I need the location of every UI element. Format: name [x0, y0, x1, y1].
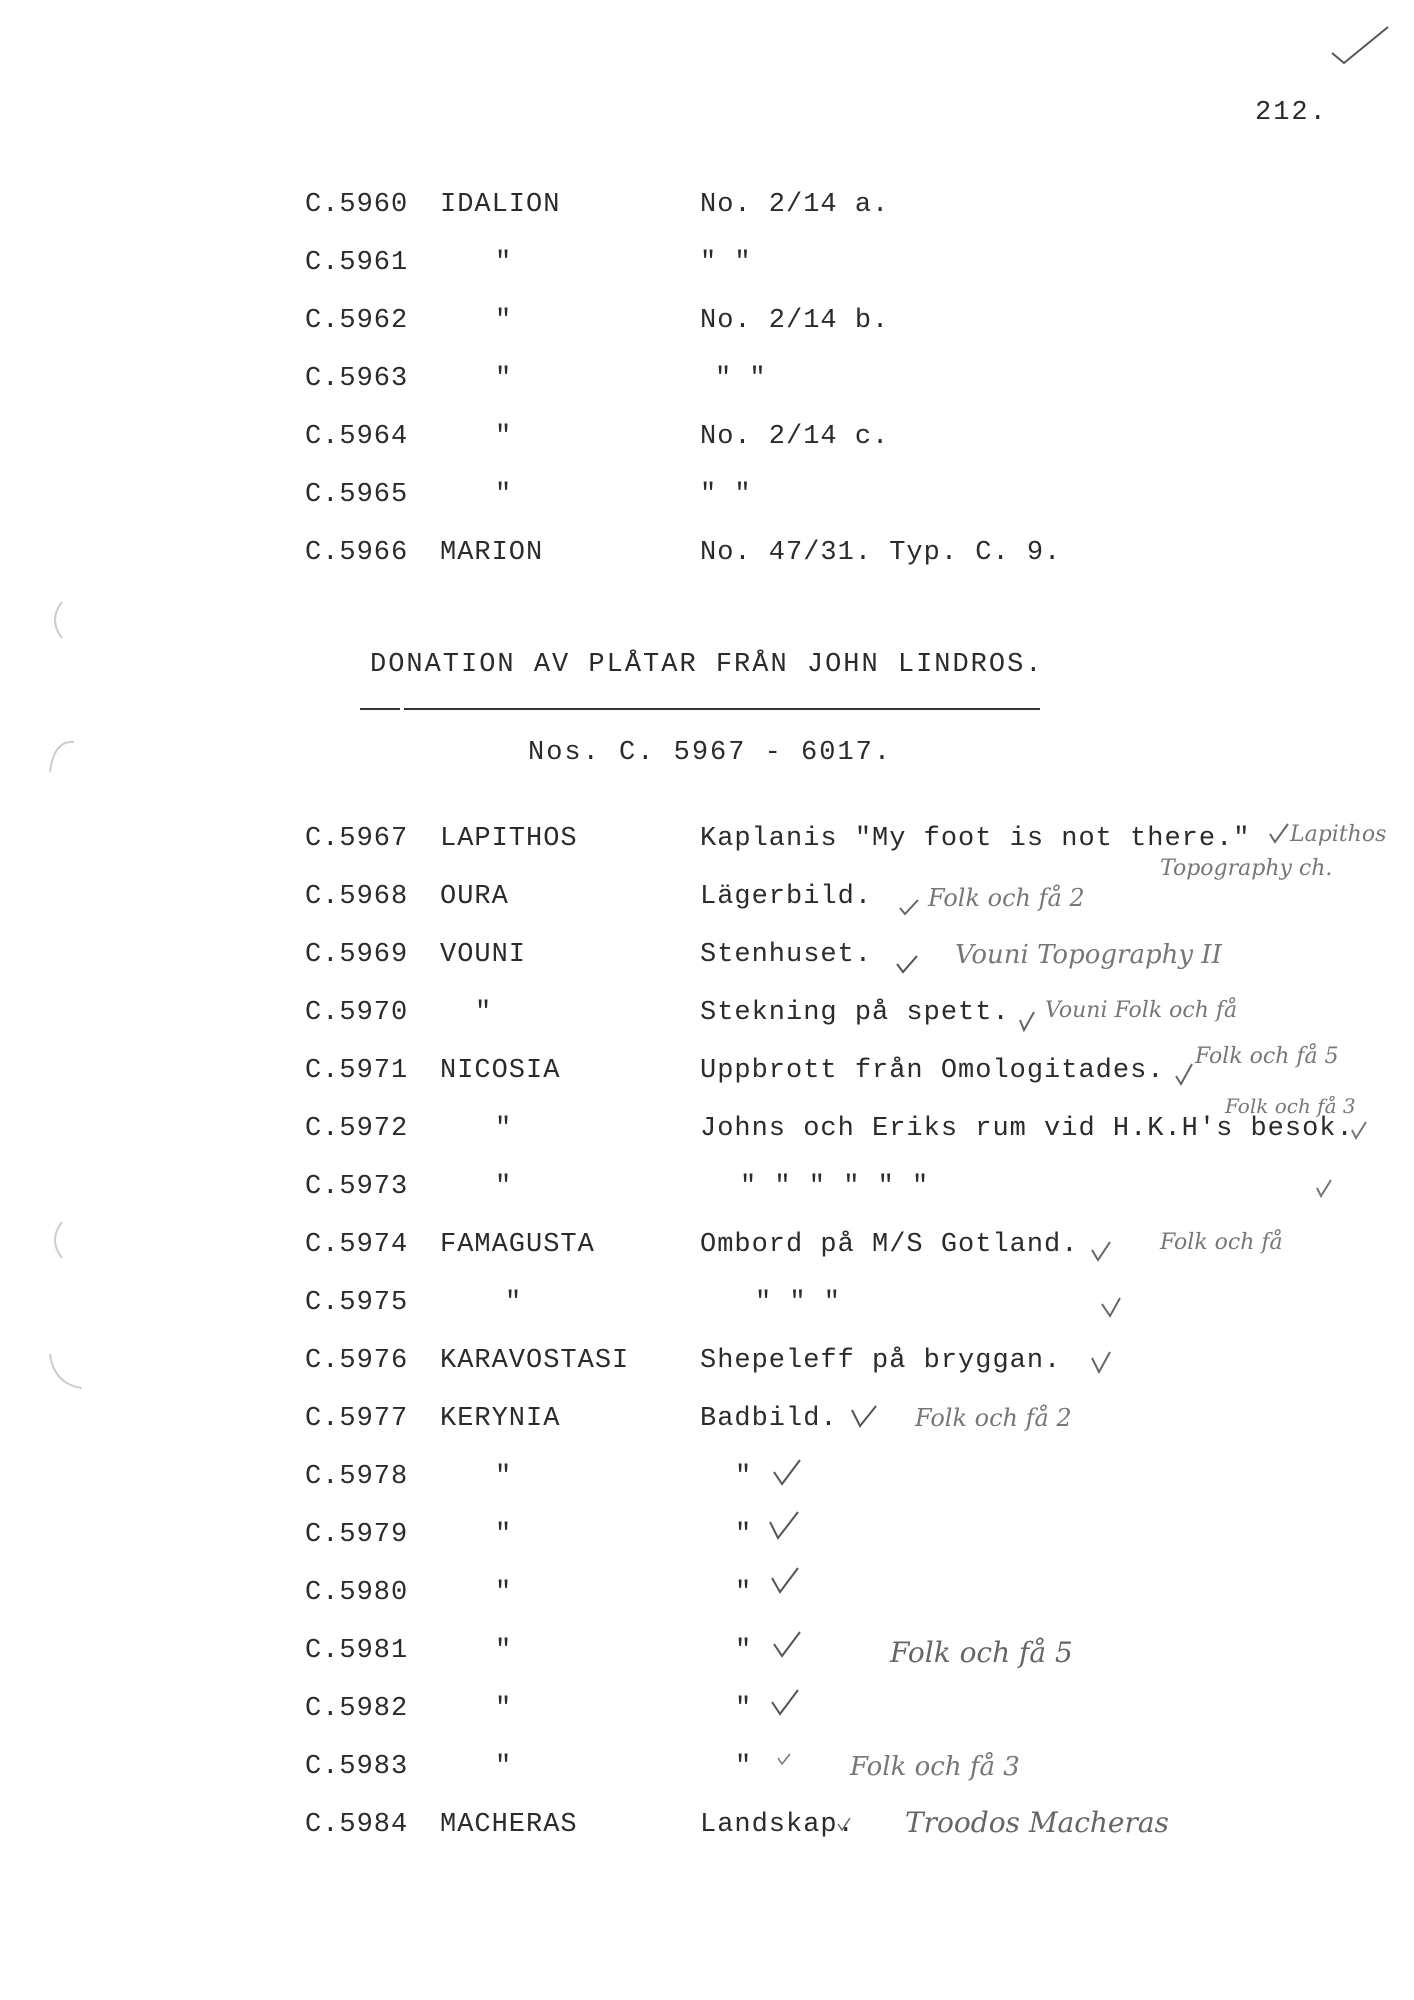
entry-description: " " [700, 248, 752, 278]
entry-description: Stenhuset. [700, 940, 873, 970]
handwritten-note: Folk och få 2 [915, 1404, 1072, 1432]
entry-place: MACHERAS [440, 1810, 578, 1840]
entry-place: " [495, 1578, 513, 1608]
handwritten-note: Lapithos [1290, 822, 1387, 847]
entry-description: No. 2/14 a. [700, 190, 890, 220]
checkmark-icon [770, 1566, 800, 1594]
entry-number: C.5968 [305, 882, 409, 912]
entry-number: C.5971 [305, 1056, 409, 1086]
entry-number: C.5984 [305, 1810, 409, 1840]
entry-description: Kaplanis "My foot is not there." [700, 824, 1251, 854]
entry-place: " [495, 1636, 513, 1666]
entry-description: " [735, 1520, 753, 1550]
entry-description: Stekning på spett. [700, 998, 1010, 1028]
entry-place: " [495, 248, 513, 278]
number-range: Nos. C. 5967 - 6017. [528, 738, 893, 768]
entry-number: C.5964 [305, 422, 409, 452]
entry-number: C.5962 [305, 306, 409, 336]
entry-place: " [495, 364, 513, 394]
entry-number: C.5982 [305, 1694, 409, 1724]
entry-number: C.5969 [305, 940, 409, 970]
handwritten-note: Folk och få 3 [1225, 1094, 1356, 1118]
handwritten-note: Folk och få 5 [1195, 1044, 1339, 1069]
checkmark-icon [1090, 1240, 1112, 1262]
checkmark-icon [1315, 1178, 1333, 1198]
entry-description: " " " " " " [740, 1172, 930, 1202]
checkmark-icon [768, 1510, 800, 1540]
entry-place: " [505, 1288, 523, 1318]
checkmark-icon [1350, 1120, 1368, 1140]
entry-number: C.5978 [305, 1462, 409, 1492]
entry-description: Badbild. [700, 1404, 838, 1434]
handwritten-note: Folk och få 5 [890, 1636, 1073, 1669]
entry-place: IDALION [440, 190, 561, 220]
checkmark-icon [1330, 25, 1390, 65]
entry-number: C.5980 [305, 1578, 409, 1608]
entry-number: C.5979 [305, 1520, 409, 1550]
entry-place: " [495, 306, 513, 336]
checkmark-icon [772, 1458, 802, 1486]
entry-description: " [735, 1752, 753, 1782]
entry-number: C.5973 [305, 1172, 409, 1202]
entry-place: KERYNIA [440, 1404, 561, 1434]
entry-description: No. 47/31. Typ. C. 9. [700, 538, 1062, 568]
entry-number: C.5963 [305, 364, 409, 394]
entry-place: MARION [440, 538, 544, 568]
checkmark-icon [850, 1404, 878, 1428]
entry-place: " [495, 1172, 513, 1202]
entry-place: OURA [440, 882, 509, 912]
entry-place: " [495, 480, 513, 510]
checkmark-icon [770, 1688, 800, 1716]
entry-description: " [735, 1578, 753, 1608]
checkmark-icon [1174, 1062, 1194, 1086]
punch-hole-shadow [44, 736, 84, 776]
checkmark-icon [836, 1816, 852, 1832]
punch-hole-shadow [44, 1350, 84, 1390]
entry-place: FAMAGUSTA [440, 1230, 595, 1260]
entry-description: No. 2/14 b. [700, 306, 890, 336]
handwritten-note: Vouni Folk och få [1045, 998, 1238, 1023]
checkmark-icon [1100, 1296, 1122, 1318]
section-heading: DONATION AV PLÅTAR FRÅN JOHN LINDROS. [370, 650, 1044, 680]
entry-number: C.5983 [305, 1752, 409, 1782]
entry-place: " [495, 1752, 513, 1782]
handwritten-note: Folk och få [1160, 1230, 1283, 1255]
entry-description: " [735, 1694, 753, 1724]
entry-number: C.5975 [305, 1288, 409, 1318]
entry-place: VOUNI [440, 940, 527, 970]
page-number: 212. [1255, 98, 1328, 128]
entry-number: C.5974 [305, 1230, 409, 1260]
entry-description: Johns och Eriks rum vid H.K.H's besok. [700, 1114, 1354, 1144]
entry-description: " [735, 1636, 753, 1666]
checkmark-icon [898, 896, 920, 916]
entry-place: KARAVOSTASI [440, 1346, 630, 1376]
entry-description: No. 2/14 c. [700, 422, 890, 452]
entry-place: " [495, 1520, 513, 1550]
entry-place: " [495, 1114, 513, 1144]
entry-description: Landskap. [700, 1810, 855, 1840]
entry-description: " " [715, 364, 767, 394]
checkmark-icon [772, 1630, 802, 1658]
handwritten-note: Folk och få 2 [928, 884, 1085, 912]
entry-description: " " [700, 480, 752, 510]
entry-number: C.5976 [305, 1346, 409, 1376]
entry-place: LAPITHOS [440, 824, 578, 854]
entry-place: " [495, 1462, 513, 1492]
entry-description: " " " [755, 1288, 842, 1318]
checkmark-icon [895, 952, 919, 974]
checkmark-icon [776, 1752, 792, 1766]
entry-number: C.5961 [305, 248, 409, 278]
heading-underline [360, 706, 1040, 712]
handwritten-note: Vouni Topography II [955, 940, 1222, 970]
entry-description: Uppbrott från Omologitades. [700, 1056, 1165, 1086]
checkmark-icon [1090, 1350, 1112, 1374]
entry-place: " [495, 422, 513, 452]
entry-number: C.5977 [305, 1404, 409, 1434]
entry-place: " [475, 998, 493, 1028]
entry-number: C.5965 [305, 480, 409, 510]
entry-place: NICOSIA [440, 1056, 561, 1086]
handwritten-note: Folk och få 3 [850, 1752, 1020, 1782]
entry-number: C.5981 [305, 1636, 409, 1666]
checkmark-icon [1268, 822, 1290, 846]
checkmark-icon [1018, 1010, 1036, 1032]
entry-number: C.5967 [305, 824, 409, 854]
entry-description: Ombord på M/S Gotland. [700, 1230, 1079, 1260]
entry-description: " [735, 1462, 753, 1492]
entry-number: C.5960 [305, 190, 409, 220]
punch-hole-shadow [44, 600, 64, 640]
punch-hole-shadow [44, 1220, 64, 1260]
handwritten-note: Topography ch. [1160, 856, 1333, 881]
entry-description: Shepeleff på bryggan. [700, 1346, 1062, 1376]
entry-description: Lägerbild. [700, 882, 873, 912]
entry-number: C.5972 [305, 1114, 409, 1144]
entry-number: C.5966 [305, 538, 409, 568]
entry-number: C.5970 [305, 998, 409, 1028]
handwritten-note: Troodos Macheras [905, 1806, 1169, 1839]
entry-place: " [495, 1694, 513, 1724]
